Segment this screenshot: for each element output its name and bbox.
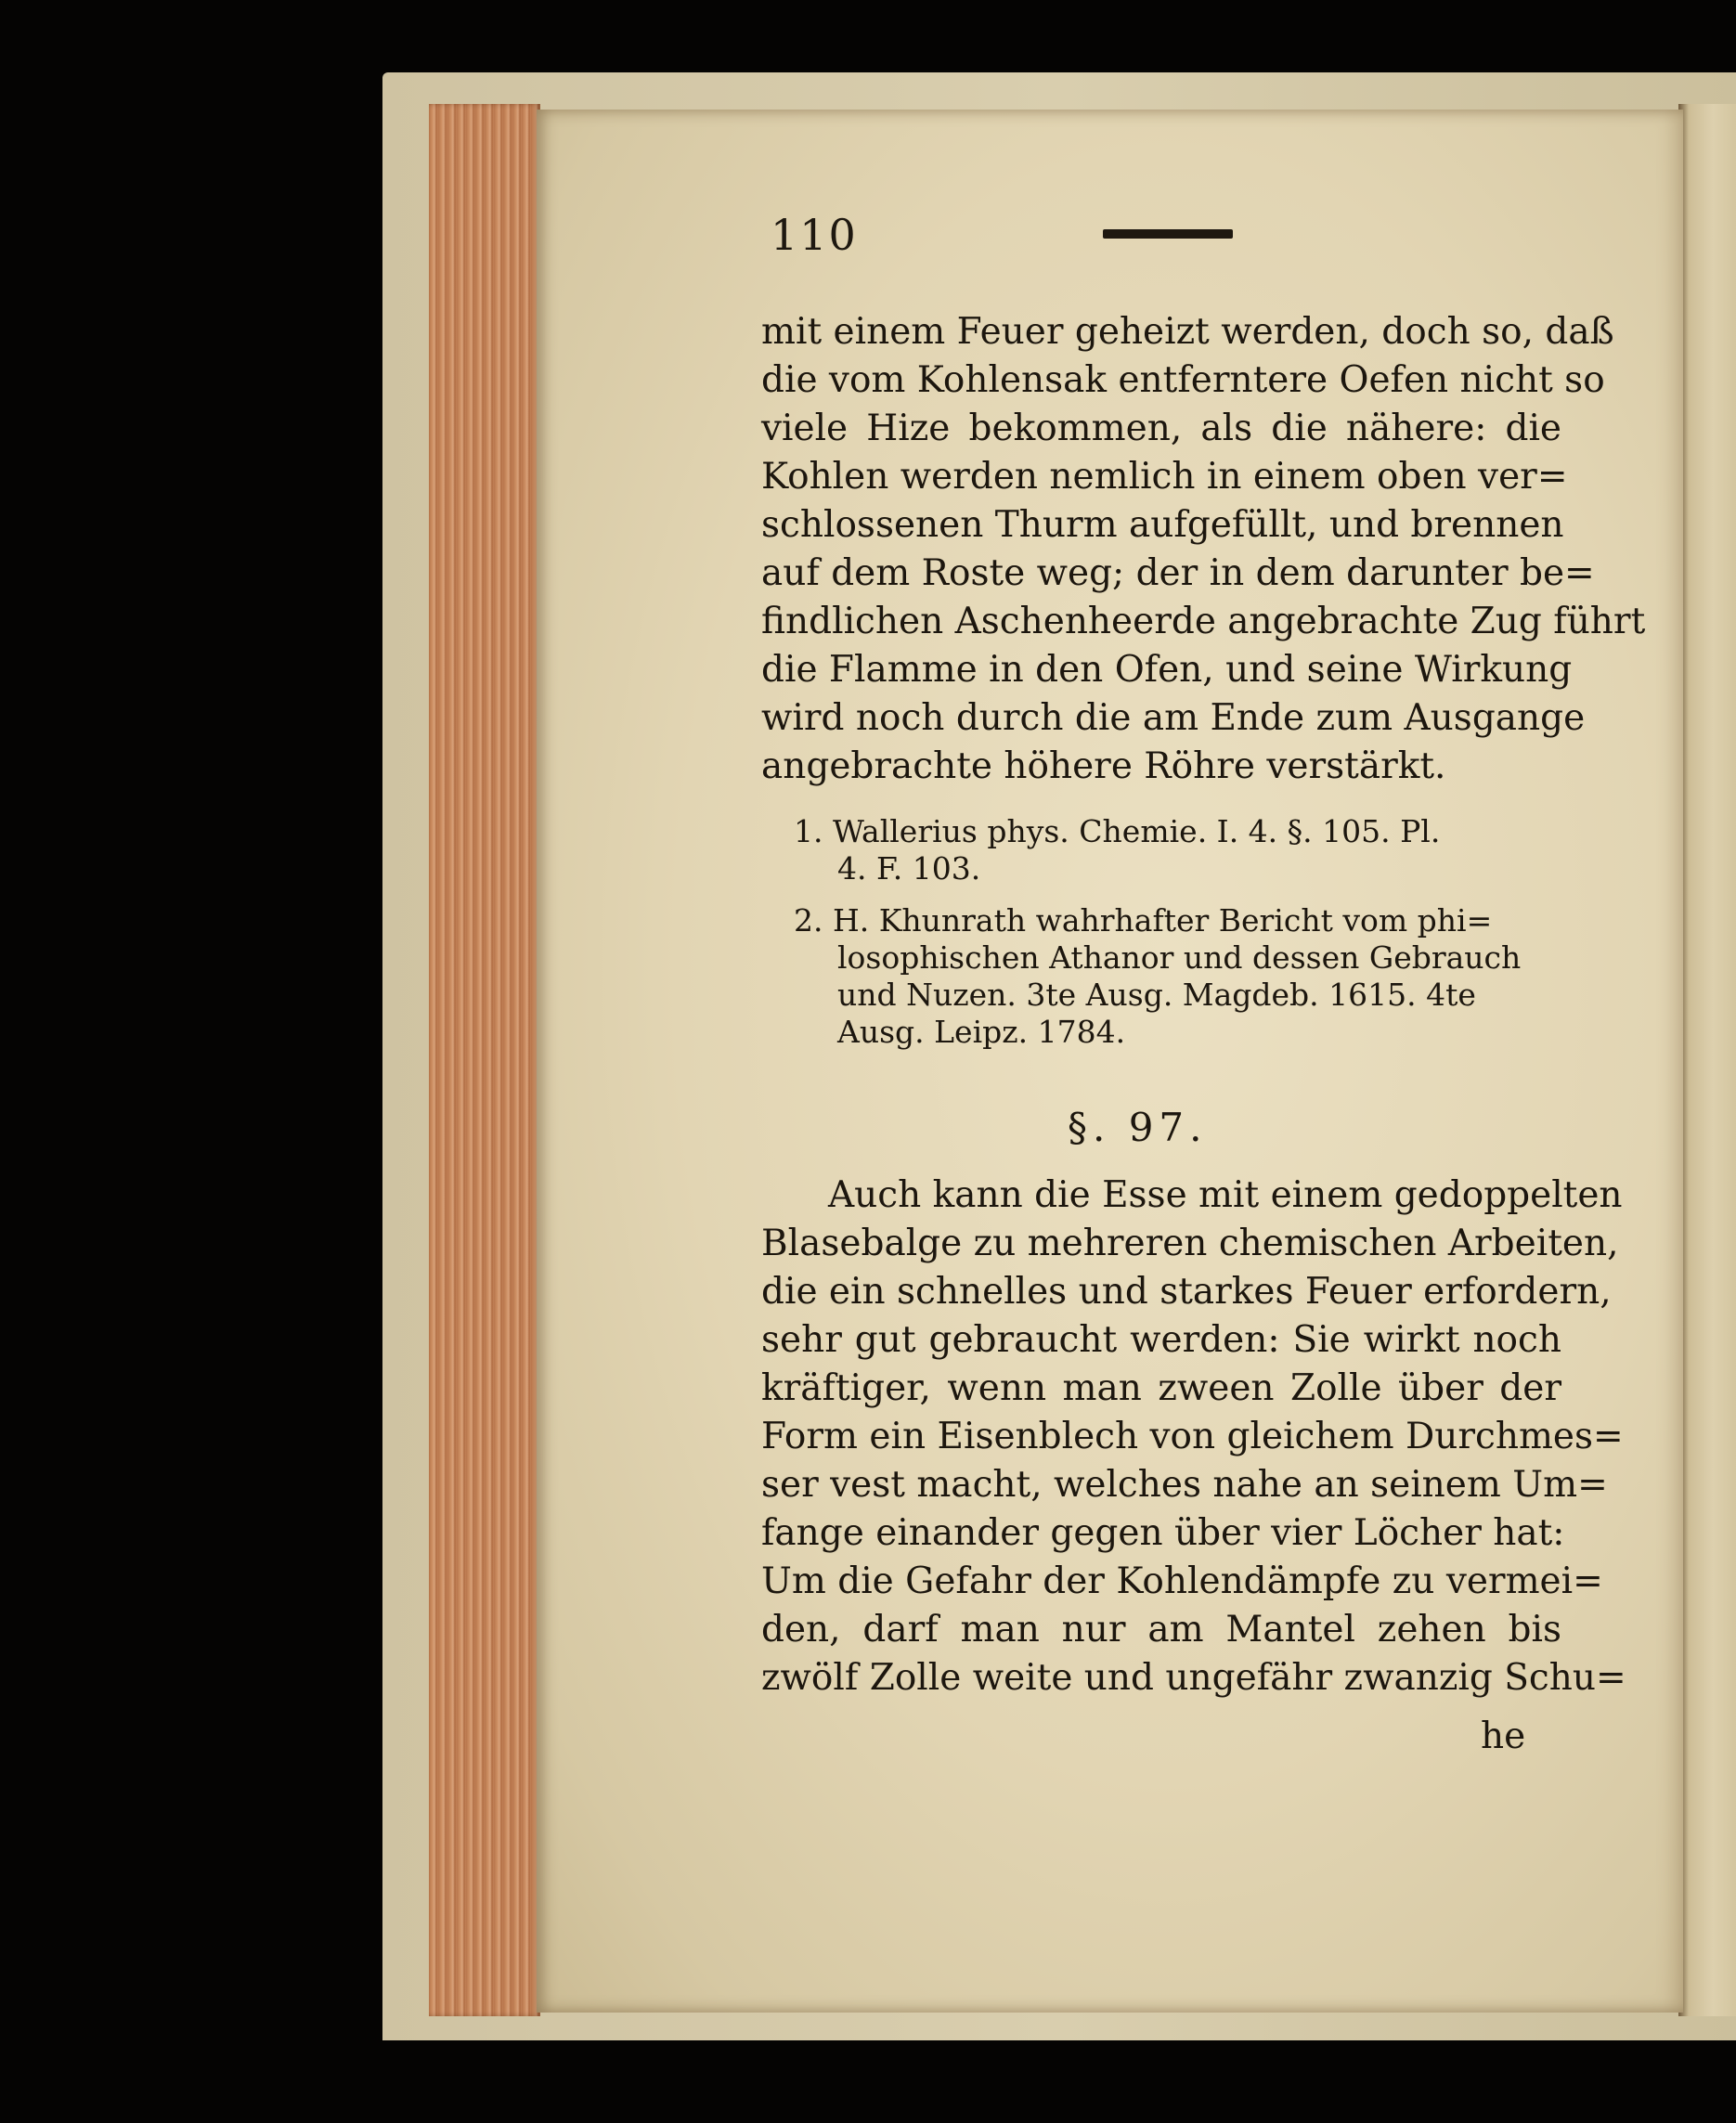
facing-page-edge [1678,104,1736,2016]
text-line: mit einem Feuer geheizt werden, doch so, daß [761,311,1614,353]
text-line: viele Hize bekommen, als die nähere: die [761,408,1561,449]
text-line: die Flamme in den Ofen, und seine Wirkung [761,649,1573,691]
text-line: Blasebalge zu mehreren chemischen Arbeiten, [761,1223,1619,1264]
text-line: die vom Kohlensak entferntere Oefen nicht so [761,359,1605,401]
footnote-line: und Nuzen. 3te Ausg. Magdeb. 1615. 4te [837,977,1476,1013]
text-line: die ein schnelles und starkes Feuer erfordern, [761,1271,1612,1313]
text-line: wird noch durch die am Ende zum Ausgange [761,697,1586,739]
section-heading: §. 97. [1068,1105,1208,1150]
text-line: ser vest macht, welches nahe an seinem Um= [761,1464,1608,1506]
footnote-line: Ausg. Leipz. 1784. [837,1014,1126,1050]
text-line: fange einander gegen über vier Löcher hat: [761,1512,1565,1554]
text-line: auf dem Roste weg; der in dem darunter be= [761,552,1595,594]
footnote-line: losophischen Athanor und dessen Gebrauch [837,939,1522,976]
text-line: schlossenen Thurm aufgefüllt, und brennen [761,504,1564,546]
text-line: findlichen Aschenheerde angebrachte Zug führt [761,601,1646,642]
page-fore-edge [429,104,540,2016]
text-line: Form ein Eisenblech von gleichem Durchmes= [761,1416,1624,1457]
text-line: zwölf Zolle weite und ungefähr zwanzig Schu= [761,1657,1626,1699]
text-line: Auch kann die Esse mit einem gedoppelten [828,1174,1623,1216]
footnote-line: 4. F. 103. [837,850,981,887]
text-line: Kohlen werden nemlich in einem oben ver= [761,456,1568,498]
footnote-line: 1. Wallerius phys. Chemie. I. 4. §. 105. Pl. [794,813,1441,849]
text-line: kräftiger, wenn man zween Zolle über der [761,1367,1561,1409]
text-line: den, darf man nur am Mantel zehen bis [761,1609,1561,1651]
page-number: 110 [771,210,858,260]
catchword: he [1481,1715,1526,1757]
text-line: angebrachte höhere Röhre verstärkt. [761,745,1446,787]
text-line: Um die Gefahr der Kohlendämpfe zu vermei= [761,1560,1603,1602]
paragraph-2 [761,1172,1626,1702]
footnotes [794,813,1564,1051]
text-line: sehr gut gebraucht werden: Sie wirkt noch [761,1319,1561,1361]
header-rule [1103,229,1233,239]
footnote-line: 2. H. Khunrath wahrhafter Bericht vom phi= [794,902,1493,939]
paragraph-1 [761,308,1646,791]
